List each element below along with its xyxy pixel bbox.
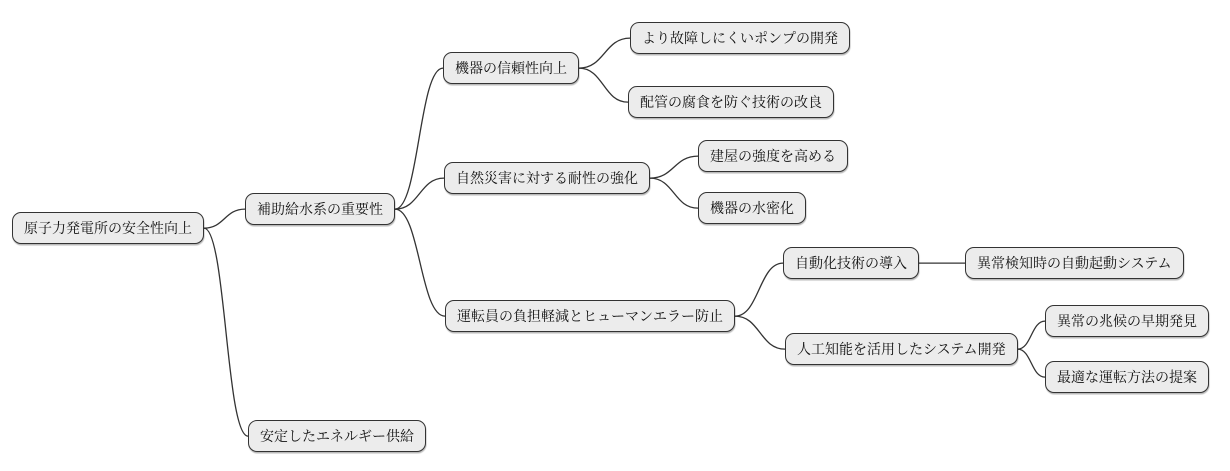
node-root[interactable]: 原子力発電所の安全性向上 [12,212,204,244]
edge-disaster_resistance-building_strength [650,156,698,178]
edge-aux_feedwater-operator_burden [395,209,445,316]
edge-operator_burden-automation [735,263,783,316]
node-aux-feedwater[interactable]: 補助給水系の重要性 [245,193,395,225]
node-stable-energy[interactable]: 安定したエネルギー供給 [248,420,426,452]
node-pump-development[interactable]: より故障しにくいポンプの開発 [630,22,850,54]
edge-operator_burden-ai_system [735,316,785,349]
edge-equipment_reliability-pump_dev [579,38,630,68]
edge-ai_system-early_detection [1018,321,1045,349]
node-ai-system[interactable]: 人工知能を活用したシステム開発 [785,333,1018,365]
node-optimal-operation[interactable]: 最適な運転方法の提案 [1045,361,1209,393]
node-building-strength[interactable]: 建屋の強度を高める [698,140,848,172]
node-pipe-corrosion[interactable]: 配管の腐食を防ぐ技術の改良 [628,86,834,118]
node-early-detection[interactable]: 異常の兆候の早期発見 [1045,305,1209,337]
node-automation[interactable]: 自動化技術の導入 [783,247,919,279]
edge-aux_feedwater-equipment_reliability [395,68,443,209]
node-operator-burden[interactable]: 運転員の負担軽減とヒューマンエラー防止 [445,300,735,332]
node-equipment-reliability[interactable]: 機器の信頼性向上 [443,52,579,84]
edge-root-aux_feedwater [204,209,245,228]
node-equipment-watertight[interactable]: 機器の水密化 [698,192,806,224]
edge-disaster_resistance-watertight [650,178,698,208]
edge-ai_system-optimal_operation [1018,349,1045,377]
edge-root-stable_energy [204,228,248,436]
node-auto-start-system[interactable]: 異常検知時の自動起動システム [965,247,1184,279]
node-disaster-resistance[interactable]: 自然災害に対する耐性の強化 [444,162,650,194]
edge-equipment_reliability-pipe_corrosion [579,68,628,102]
